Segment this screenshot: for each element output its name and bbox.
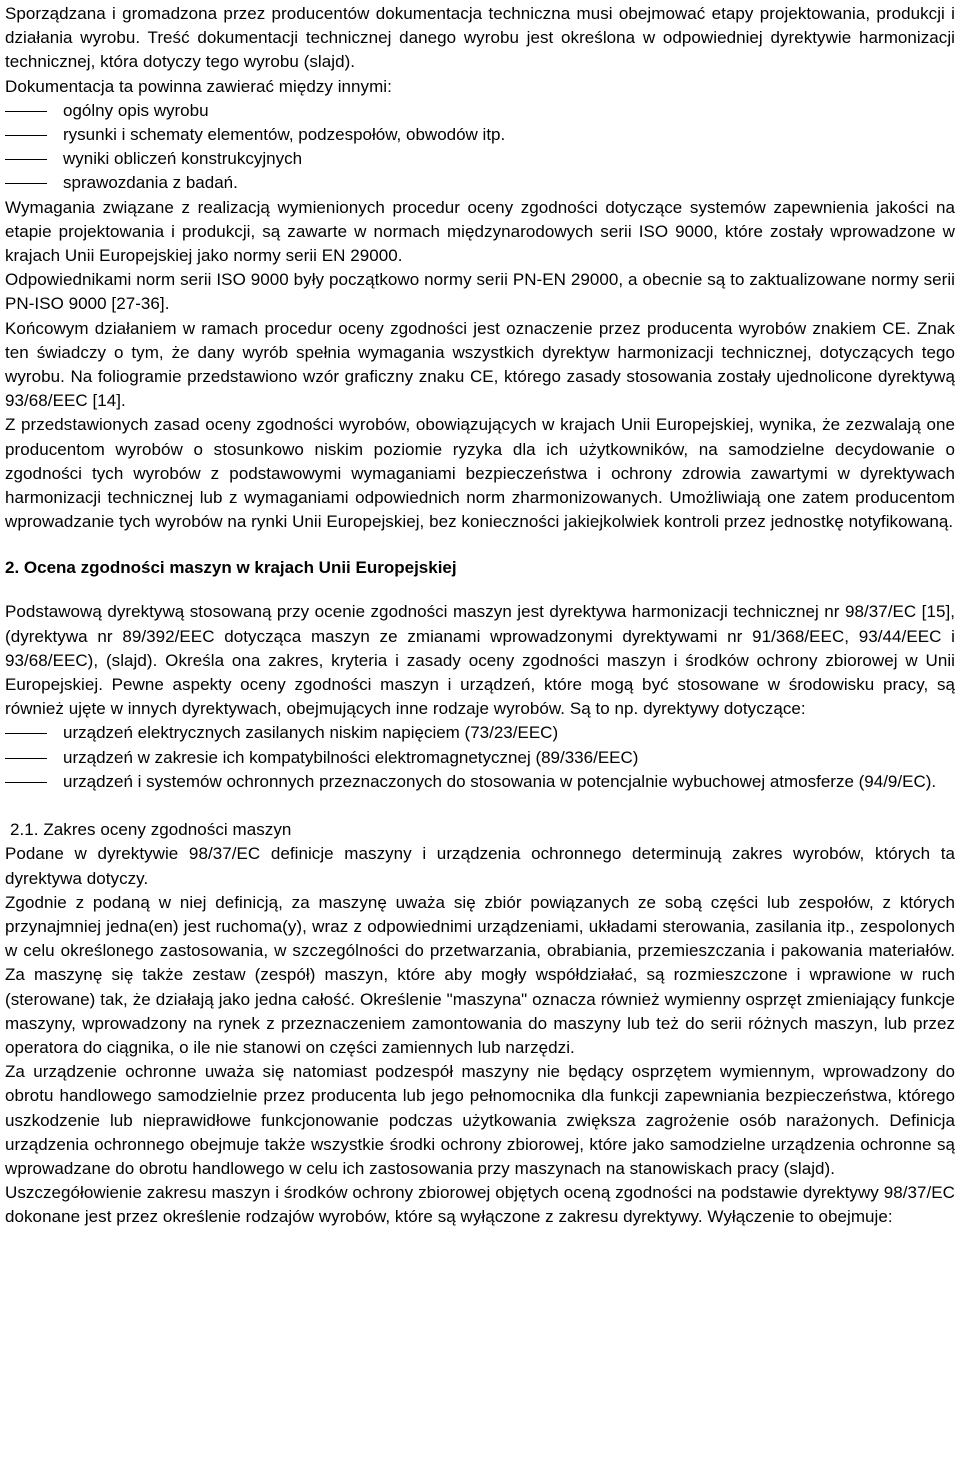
list-item-text: urządzeń elektrycznych zasilanych niskim napięciem (73/23/EEC) [63, 723, 559, 743]
documentation-list [5, 99, 955, 196]
dash-bullet [5, 111, 47, 112]
list-item-text: wyniki obliczeń konstrukcyjnych [63, 149, 303, 169]
list-item [5, 171, 955, 195]
paragraph-podstawowa: Podstawową dyrektywą stosowaną przy ocenie zgodności maszyn jest dyrektywa harmonizacji technicznej nr 98/37/EC [15], (dyrektywa nr 89/392/EEC dotycząca maszyn ze zmianami wprowadzonymi dyrektywami nr 91/368/EEC, 93/44/EEC i 93/68/EEC), (slajd). Określa ona zakres, kryteria i zasady oceny zgodności maszyn i środków ochrony zbiorowej w Unii Europejskiej. Pewne aspekty oceny zgodności maszyn i urządzeń, które mogą być stosowane w środowisku pracy, są również ujęte w innych dyrektywach, obejmujących inne rodzaje wyrobów. Są to np. dyrektywy dotyczące: [5, 602, 955, 719]
section-heading-2: 2. Ocena zgodności maszyn w krajach Unii Europejskiej [5, 558, 457, 578]
dash-bullet [5, 782, 47, 783]
list-item [5, 770, 955, 794]
list-item-text: urządzeń i systemów ochronnych przeznaczonych do stosowania w potencjalnie wybuchowej atmosferze (94/9/EC). [63, 771, 937, 791]
paragraph-odpowiednikami: Odpowiednikami norm serii ISO 9000 były początkowo normy serii PN-EN 29000, a obecnie są to zaktualizowane normy serii PN-ISO 9000 [27-36]. [5, 270, 955, 314]
list-item-text: rysunki i schematy elementów, podzespołów, obwodów itp. [63, 125, 506, 145]
dash-bullet [5, 733, 47, 734]
paragraph-uszczegolowienie: Uszczegółowienie zakresu maszyn i środków ochrony zbiorowej objętych oceną zgodności na podstawie dyrektywy 98/37/EC dokonane jest przez określenie rodzajów wyrobów, które są wyłączone z zakresu dyrektywy. Wyłączenie to obejmuje: [5, 1183, 955, 1227]
dash-bullet [5, 183, 47, 184]
list-item-text: ogólny opis wyrobu [63, 100, 209, 120]
dash-bullet [5, 135, 47, 136]
list-item [5, 147, 955, 171]
paragraph-koncowym: Końcowym działaniem w ramach procedur oceny zgodności jest oznaczenie przez producenta wyrobów znakiem CE. Znak ten świadczy o tym, że dany wyrób spełnia wymagania wszystkich dyrektyw harmonizacji technicznej, dotyczących tego wyrobu. Na foliogramie przedstawiono wzór graficzny znaku CE, którego zasady stosowania zostały ujednolicone dyrektywą 93/68/EEC [14]. [5, 318, 955, 411]
paragraph-intro: Sporządzana i gromadzona przez producentów dokumentacja techniczna musi obejmować etapy projektowania, produkcji i działania wyrobu. Treść dokumentacji technicznej danego wyrobu jest określona w odpowiedniej dyrektywie harmonizacji technicznej, która dotyczy tego wyrobu (slajd). [5, 4, 955, 72]
subsection-heading-2-1: 2.1. Zakres oceny zgodności maszyn [10, 820, 292, 840]
list-item [5, 123, 955, 147]
paragraph-z-przedstawionych: Z przedstawionych zasad oceny zgodności wyrobów, obowiązujących w krajach Unii Europejskiej, wynika, że zezwalają one producentom wyrobów o stosunkowo niskim poziomie ryzyka dla ich użytkowników, na samodzielne decydowanie o zgodności tych wyrobów z podstawowymi wymaganiami bezpieczeństwa i ochrony zdrowia zawartymi w dyrektywach harmonizacji technicznej lub z wymaganiami odpowiednich norm zharmonizowanych. Umożliwiają one zatem producentom wprowadzanie tych wyrobów na rynki Unii Europejskiej, bez konieczności jakiejkolwiek kontroli przez jednostkę notyfikowaną. [5, 415, 955, 532]
dash-bullet [5, 159, 47, 160]
dash-bullet [5, 758, 47, 759]
paragraph-podane: Podane w dyrektywie 98/37/EC definicje maszyny i urządzenia ochronnego determinują zakres wyrobów, których ta dyrektywa dotyczy. [5, 844, 955, 888]
paragraph-documentation: Dokumentacja ta powinna zawierać między innymi: [5, 76, 392, 96]
list-item-text: urządzeń w zakresie ich kompatybilności elektromagnetycznej (89/336/EEC) [63, 747, 639, 767]
list-item [5, 99, 955, 123]
list-item [5, 746, 955, 770]
list-item [5, 721, 955, 745]
list-item-text: sprawozdania z badań. [63, 173, 238, 193]
directives-list [5, 721, 955, 794]
paragraph-zgodnie: Zgodnie z podaną w niej definicją, za maszynę uważa się zbiór powiązanych ze sobą części lub zespołów, z których przynajmniej jedna(en) jest ruchoma(y), wraz z odpowiednimi urządzeniami, układami sterowania, zasilania itp., zespolonych w celu określonego zastosowania, w szczególności do przetwarzania, obrabiania, przemieszczania i pakowania materiałów. Za maszynę się także zestaw (zespół) maszyn, które aby mogły współdziałać, są rozmieszczone i wprawione w ruch (sterowane) tak, że działają jako jedna całość. Określenie "maszyna" oznacza również wymienny osprzęt zmieniający funkcje maszyny, wprowadzony na rynek z przeznaczeniem zamontowania do maszyny lub też do serii różnych maszyn, lub przez operatora do ciągnika, o ile nie stanowi on części zamiennych lub narzędzi. [5, 892, 955, 1057]
paragraph-za-urzadzenie: Za urządzenie ochronne uważa się natomiast podzespół maszyny nie będący osprzętem wymiennym, wprowadzony do obrotu handlowego samodzielnie przez producenta lub jego pełnomocnika dla funkcji zapewniania bezpieczeństwa, którego uszkodzenie lub nieprawidłowe funkcjonowanie podczas użytkowania zwiększa zagrożenie osób narażonych. Definicja urządzenia ochronnego obejmuje także wszystkie środki ochrony zbiorowej, które jako samodzielne urządzenia ochronne są wprowadzane do obrotu handlowego w celu ich zastosowania przy maszynach na stanowiskach pracy (slajd). [5, 1062, 955, 1178]
paragraph-wymagania: Wymagania związane z realizacją wymienionych procedur oceny zgodności dotyczące systemów zapewnienia jakości na etapie projektowania i produkcji, są zawarte w normach międzynarodowych serii ISO 9000, które zostały wprowadzone w krajach Unii Europejskiej jako normy serii EN 29000. [5, 197, 955, 266]
